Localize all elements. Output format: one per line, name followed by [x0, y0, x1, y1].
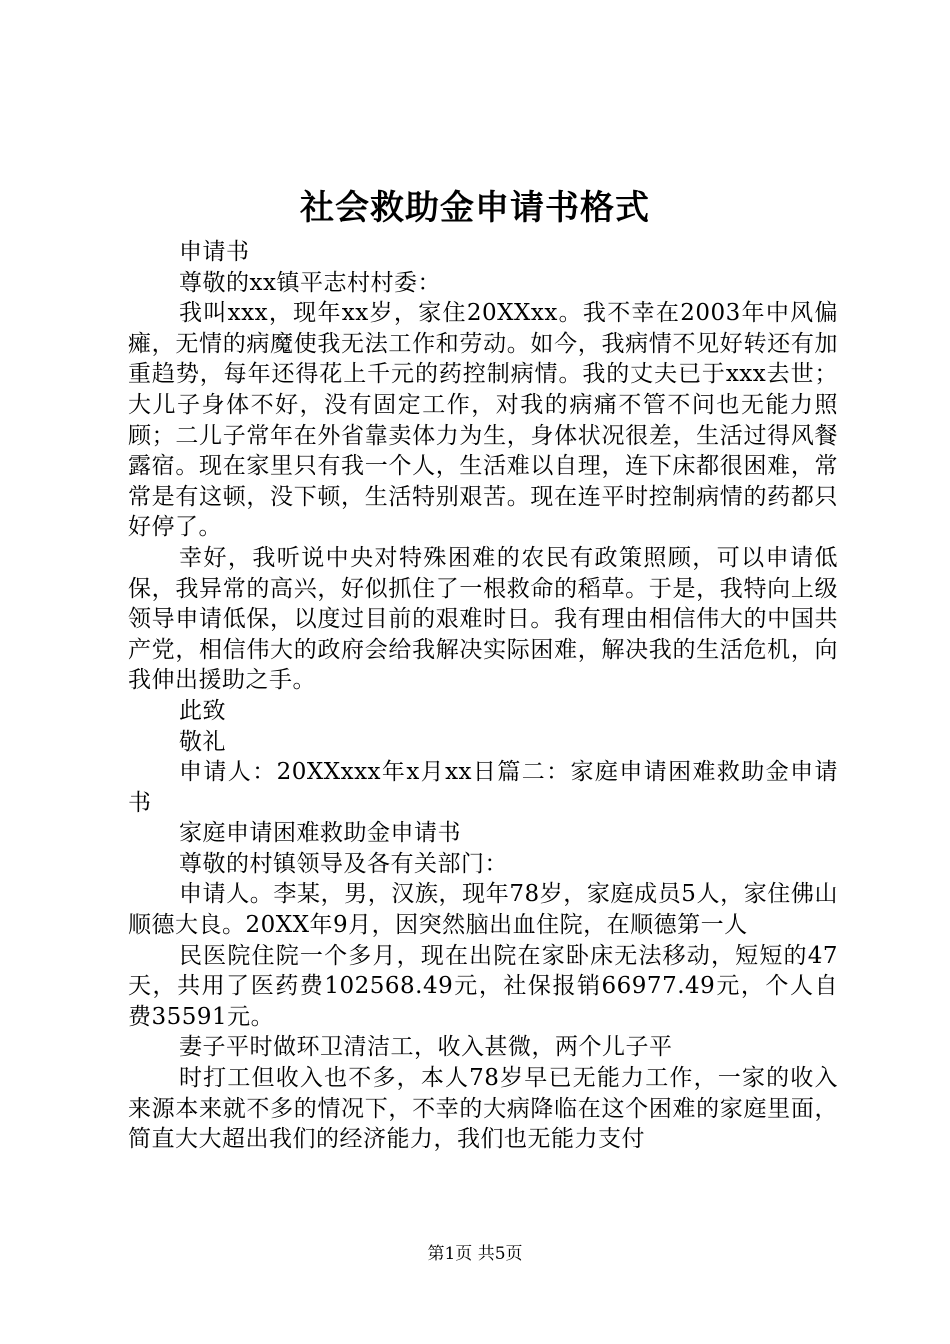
paragraph-situation: 我叫xxx，现年xx岁，家住20XXxx。我不幸在2003年中风偏瘫，无情的病魔使我无法工作和劳动。如今，我病情不见好转还有加重趋势，每年还得花上千元的药控制病情。我的丈夫已于xxx去世；大儿子身体不好，没有固定工作，对我的病痛不管不问也无能力照顾；二儿子常年在外省靠卖体力为生，身体状况很差，生活过得风餐露宿。现在家里只有我一个人，生活难以自理，连下床都很困难，常常是有这顿，没下顿，生活特别艰苦。现在连平时控制病情的药都只好停了。 [128, 300, 838, 541]
paragraph-regards: 敬礼 [179, 728, 226, 755]
paragraph-closing: 此致 [179, 697, 226, 724]
paragraph-subtitle: 家庭申请困难救助金申请书 [179, 820, 461, 847]
paragraph-applicant: 申请人。李某，男，汉族，现年78岁，家庭成员5人，家住佛山顺德大良。20XX年9月，因突然脑出血住院，在顺德第一人 [128, 881, 838, 939]
page-footer: 第1页 共5页 [427, 1244, 523, 1264]
paragraph-salutation: 尊敬的xx镇平志村村委： [179, 269, 441, 296]
paragraph-heading: 申请书 [179, 239, 250, 265]
paragraph-salutation-2: 尊敬的村镇领导及各有关部门： [179, 850, 508, 877]
paragraph-hardship: 时打工但收入也不多，本人78岁早已无能力工作，一家的收入来源本来就不多的情况下，不幸的大病降临在这个困难的家庭里面，简直大大超出我们的经济能力，我们也无能力支付 [128, 1065, 838, 1153]
document-body [128, 237, 838, 1155]
paragraph-family-income: 妻子平时做环卫清洁工，收入甚微，两个儿子平 [179, 1034, 673, 1061]
paragraph-medical-costs: 民医院住院一个多月，现在出院在家卧床无法移动，短短的47天，共用了医药费102568.49元，社保报销66977.49元，个人自费35591元。 [128, 942, 838, 1030]
document-title: 社会救助金申请书格式 [300, 188, 650, 228]
paragraph-signature: 申请人：20XXxxx年x月xx日篇二：家庭申请困难救助金申请书 [128, 759, 838, 816]
paragraph-request: 幸好，我听说中央对特殊困难的农民有政策照顾，可以申请低保，我异常的高兴，好似抓住了一根救命的稻草。于是，我特向上级领导申请低保，以度过目前的艰难时日。我有理由相信伟大的中国共产党，相信伟大的政府会给我解决实际困难，解决我的生活危机，向我伸出援助之手。 [128, 544, 838, 694]
